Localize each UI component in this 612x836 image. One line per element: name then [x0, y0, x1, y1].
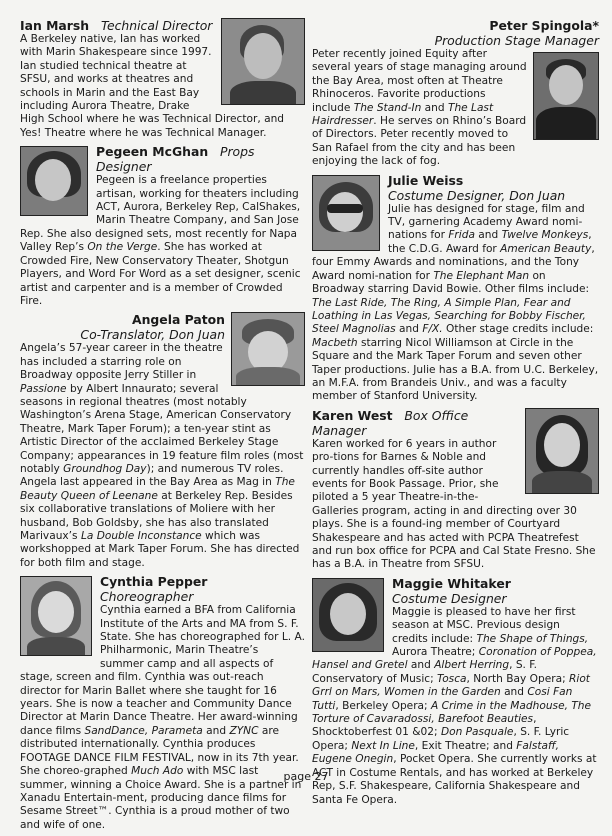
headshot-julie-weiss — [312, 175, 380, 251]
headshot-ian-marsh — [221, 18, 305, 105]
bio-text: A Berkeley native, Ian has worked with Marin Shakespeare since 1997. Ian studied technical theatre at SFSU, and works at theatres and schools in Marin and the East Bay including Aurora Theatre, Drake High School where he was Technical Director, and Yes! Theatre where he was Technical Manager. — [20, 33, 285, 139]
headshot-cynthia-pepper — [20, 576, 92, 656]
headshot-angela-paton — [231, 312, 305, 386]
bio-role: Costume Designer — [392, 590, 507, 606]
bio-name: Cynthia Pepper — [100, 574, 208, 590]
bio-text: Peter recently joined Equity after several years of stage managing around the Bay Area, most often at Theatre Rhinoceros. Favorite productions include The Stand-In and The Last Hairdresser. He serves on Rhino’s Board of Directors. Peter recently moved to San Rafael from the city and has been enjoying the lack of fog. — [312, 48, 527, 168]
bio-julie-weiss — [312, 173, 599, 404]
bio-role: Co-Translator, Don Juan — [80, 327, 225, 343]
bio-role: Choreographer — [100, 589, 194, 605]
bio-karen-west — [312, 408, 599, 572]
bio-role: Box Office Manager — [312, 407, 469, 438]
headshot-karen-west — [525, 408, 599, 494]
bio-text: Maggie is pleased to have her first season at MSC. Previous design credits include: The Shape of Things, Aurora Theatre; Coronation of Poppea, Hansel and Gretel and Albert Herring, S. F. Conservatory of Music; Tosca, North Bay Opera; Riot Grrl on Mars, Women in the Garden and Cosi Fan Tutti, Berkeley Opera; A Crime in the Madhouse, The Torture of Cavaradossi, Barefoot Beauties, Shocktoberfest 01 &02; Don Pasquale, S. F. Lyric Opera; Next In Line, Exit Theatre; and Falstaff, Eugene Onegin, Pocket Opera. She currently works at ACT in Costume Rentals, and has worked at Berkeley Rep, S.F. Shakespeare, California Shakespeare and Santa Fe Opera. — [312, 605, 597, 806]
bio-cynthia-pepper — [20, 574, 305, 832]
bio-text: Pegeen is a freelance properties artisan, working for theaters including ACT, Aurora, Berkeley Rep, CalShakes, Marin Theatre Company, and San Jose Rep. She also designed sets, most recently for Napa Valley Rep’s On the Verge. She has worked at Crowded Fire, New Conservatory Theater, Shotgun Players, and Word For Word as a set designer, scenic artist and carpenter and is a member of Crowded Fire. — [20, 174, 301, 307]
bio-name: Peter Spingola* — [489, 18, 599, 33]
right-column — [312, 18, 599, 811]
bio-text: Karen worked for 6 years in author pro-tions for Barnes & Noble and currently handles off-site author events for Book Passage. Prior, she piloted a 5 year Theatre-in-the-Galleries program, acting in and directing over 30 plays. She is a found-ing member of Courtyard Shakespeare and has acted with PCPA Theatrefest and run box office for PCPA and Cal State Fresno. She has a B.A. in Theatre from SFSU. — [312, 437, 596, 571]
bio-name: Maggie Whitaker — [392, 575, 511, 591]
bio-name: Ian Marsh — [20, 18, 90, 33]
left-column — [20, 18, 305, 836]
bio-role: Costume Designer, Don Juan — [388, 187, 566, 203]
bio-role: Props Designer — [96, 144, 255, 175]
headshot-pegeen-mcghan — [20, 146, 88, 216]
bio-text: Julie has designed for stage, film and TV, garnering Academy Award nomi-nations for Frida and Twelve Monkeys, the C.D.G. Award for American Beauty, four Emmy Awards and nominations, and the Tony Award nomi-nation for The Elephant Man on Broadway starring David Bowie. Other films include: The Last Ride, The Ring, A Simple Plan, Fear and Loathing in Las Vegas, Searching for Bobby Fischer, Steel Magnolias and F/X. Other stage credits include: Macbeth starring Nicol Williamson at Circle in the Square and the Mark Taper Forum and seven other Taper productions. Julie has a B.A. from U.C. Berkeley, an M.F.A. from Brandeis Univ., and was a faculty member of Stanford University. — [312, 202, 599, 403]
headshot-maggie-whitaker — [312, 578, 384, 652]
bio-text: Angela’s 57-year career in the theatre has included a starring role on Broadway opposite Jerry Stiller in Passione by Albert Innaurato; several seasons in regional theatres (most notably Washington’s Arena Stage, American Conservatory Theatre, Mark Taper Forum); a ten-year stint as Artistic Director of the acclaimed Berkeley Stage Company; appearances in 19 feature film roles (most notably Groundhog Day); and numerous TV roles. Angela last appeared in the Bay Area as Mag in The Beauty Queen of Leenane at Berkeley Rep. Besides six collaborative translations of Moliere with her husband, Bob Goldsby, she has also translated Marivaux’s La Double Inconstance which was workshopped at Mark Taper Forum. She has directed for both film and stage. — [20, 342, 304, 569]
bio-role: Production Stage Manager — [434, 33, 599, 48]
bio-peter-spingola — [312, 18, 599, 169]
bio-name: Angela Paton — [132, 312, 225, 328]
bio-angela-paton — [20, 312, 305, 570]
bio-pegeen-mcghan — [20, 144, 305, 308]
bio-name: Julie Weiss — [388, 172, 464, 188]
bio-role: Technical Director — [100, 18, 213, 33]
bio-name: Pegeen McGhan — [96, 144, 209, 160]
bio-ian-marsh — [20, 18, 305, 140]
bio-name: Karen West — [312, 407, 393, 423]
page-number: page 27 — [283, 770, 329, 783]
bio-text: Cynthia earned a BFA from California Institute of the Arts and MA from S. F. State. She has choreographed for L. A. Philharmonic, Marin Theatre’s summer camp and all aspects of stage, screen and film. Cynthia was out-reach director for Marin Ballet where she taught for 16 years. She is now a teacher and Community Dance Director at Marin Dance Theatre. Her award-winning dance films SandDance, Parameta and ZYNC are distributed internationally. Cynthia produces FOOTAGE DANCE FILM FESTIVAL, now in its 7th year. She choreo-graphed Much Ado with MSC last summer, winning a Choice Award. She is a partner in Xanadu Entertain-ment, producing dance films for Sesame Street™. Cynthia is a proud mother of two and wife of one. — [20, 604, 305, 831]
headshot-peter-spingola — [533, 52, 599, 140]
